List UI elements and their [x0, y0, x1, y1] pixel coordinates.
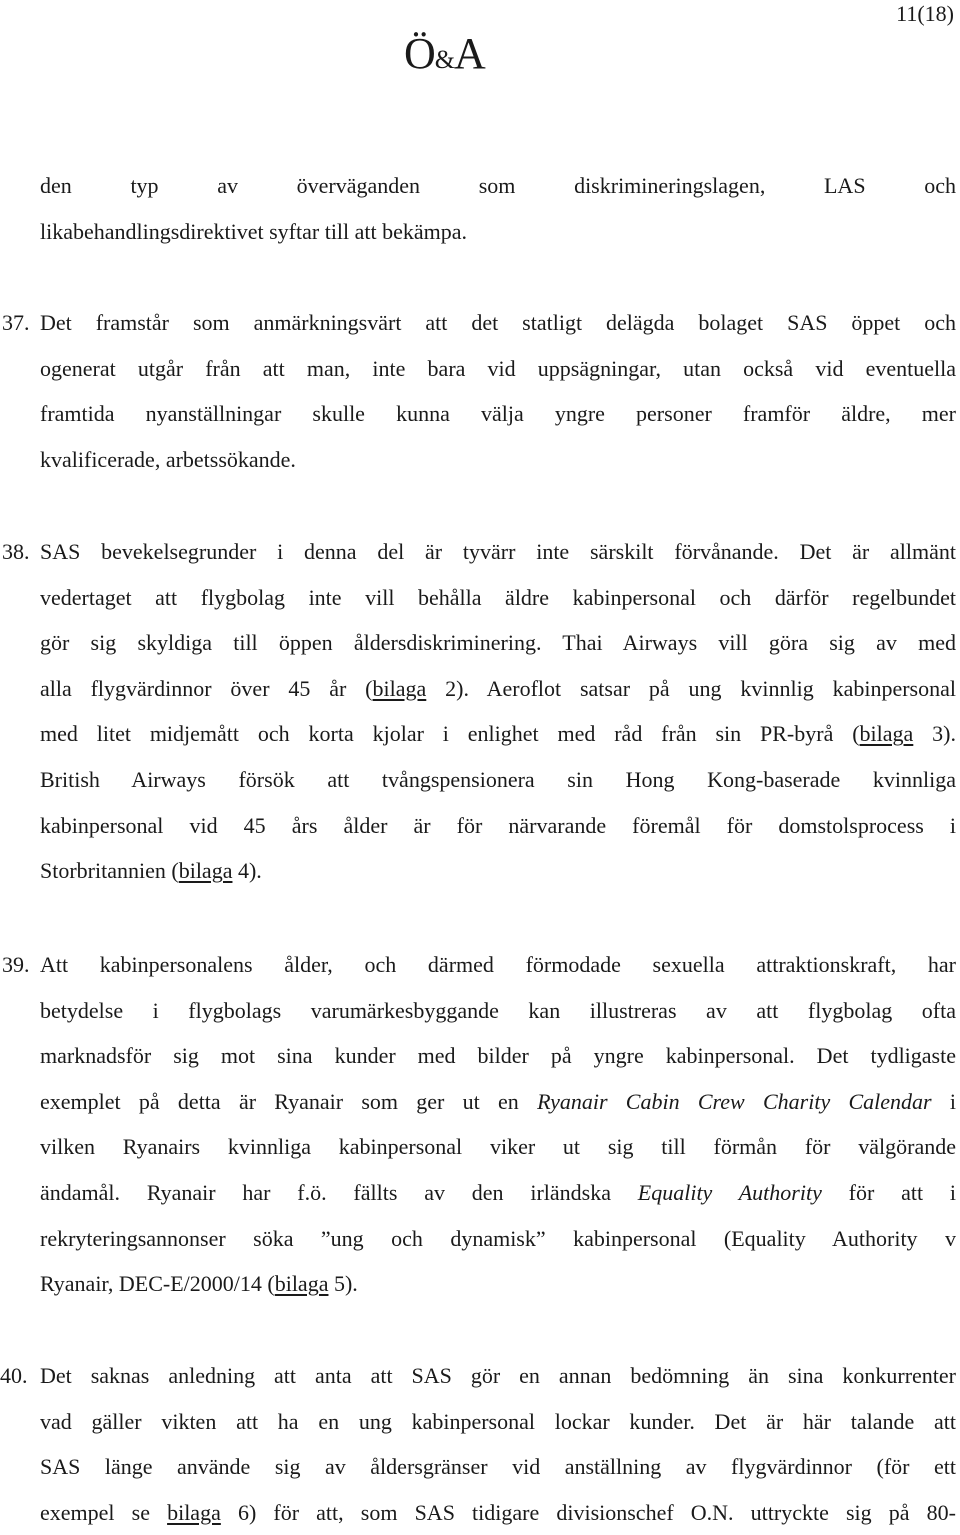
- text-line: British Airways försök att tvångspensionera sin Hong Kong-baserade kvinnliga: [40, 766, 956, 792]
- text-line: Ryanair, DEC-E/2000/14 (bilaga 5).: [40, 1271, 358, 1297]
- italic-title: Ryanair Cabin Crew Charity Calendar: [537, 1088, 932, 1114]
- text-line: SAS länge använde sig av åldersgränser vid anställning av flygvärdinnor (för ett: [40, 1454, 956, 1480]
- text-line: gör sig skyldiga till öppen åldersdiskriminering. Thai Airways vill göra sig av med: [40, 630, 956, 656]
- logo-part-2: A: [454, 29, 485, 78]
- text-line: den typ av överväganden som diskrimineringslagen, LAS och: [40, 173, 956, 198]
- text-line: exemplet på detta är Ryanair som ger ut en Ryanair Cabin Crew Charity Calendar i: [40, 1088, 956, 1114]
- logo: [404, 28, 485, 86]
- text-line: kabinpersonal vid 45 års ålder är för närvarande föremål för domstolsprocess i: [40, 812, 956, 838]
- text-line: likabehandlingsdirektivet syftar till att bekämpa.: [40, 218, 468, 244]
- attachment-link: bilaga: [178, 858, 233, 884]
- attachment-link: bilaga: [859, 721, 914, 747]
- text-line: ogenerat utgår från att man, inte bara vid uppsägningar, utan också vid eventuella: [40, 355, 956, 381]
- text-line: framtida nyanställningar skulle kunna välja yngre personer framför äldre, mer: [40, 401, 956, 427]
- logo-part-1: Ö: [404, 29, 435, 78]
- text-line: med litet midjemått och korta kjolar i enlighet med råd från sin PR-byrå (bilaga 3).: [40, 721, 956, 747]
- text-line: Att kabinpersonalens ålder, och därmed förmodade sexuella attraktionskraft, har: [40, 952, 956, 977]
- text-line: rekryteringsannonser söka ”ung och dynamisk” kabinpersonal (Equality Authority v: [40, 1225, 956, 1251]
- text-line: Det framstår som anmärkningsvärt att det statligt delägda bolaget SAS öppet och: [40, 310, 956, 335]
- text-line: kvalificerade, arbetssökande.: [40, 446, 296, 472]
- text-line: marknadsför sig mot sina kunder med bilder på yngre kabinpersonal. Det tydligaste: [40, 1043, 956, 1069]
- logo-ampersand: &: [434, 45, 455, 74]
- text-line: betydelse i flygbolags varumärkesbyggande kan illustreras av att flygbolag ofta: [40, 997, 956, 1023]
- text-line: Det saknas anledning att anta att SAS gör en annan bedömning än sina konkurrenter: [40, 1363, 956, 1388]
- text-line: SAS bevekelsegrunder i denna del är tyvärr inte särskilt förvånande. Det är allmänt: [40, 539, 956, 564]
- page-number: 11(18): [896, 1, 954, 26]
- paragraph-number: 37.: [2, 310, 30, 335]
- attachment-link: bilaga: [274, 1271, 329, 1297]
- paragraph-intro: [40, 163, 956, 254]
- paragraph-38: [0, 529, 956, 894]
- paragraph-number: 40.: [0, 1363, 28, 1388]
- paragraph-number: 38.: [2, 539, 30, 564]
- attachment-link: bilaga: [167, 1499, 221, 1525]
- text-line: alla flygvärdinnor över 45 år (bilaga 2). Aeroflot satsar på ung kvinnlig kabinpersonal: [40, 675, 957, 701]
- paragraph-40: [0, 1353, 956, 1535]
- text-line: exempel se bilaga 6) för att, som SAS tidigare divisionschef O.N. uttryckte sig på 80-: [40, 1499, 956, 1525]
- text-line: vad gäller vikten att ha en ung kabinpersonal lockar kunder. Det är här talande att: [40, 1408, 956, 1434]
- paragraph-39: [0, 942, 956, 1307]
- text-line: vilken Ryanairs kvinnliga kabinpersonal viker ut sig till förmån för välgörande: [40, 1134, 956, 1160]
- paragraph-37: [0, 300, 956, 482]
- text-line: ändamål. Ryanair har f.ö. fällts av den irländska Equality Authority för att i: [40, 1179, 956, 1205]
- text-line: Storbritannien (bilaga 4).: [40, 858, 262, 884]
- attachment-link: bilaga: [372, 675, 427, 701]
- text-line: vedertaget att flygbolag inte vill behålla äldre kabinpersonal och därför regelbundet: [40, 584, 956, 610]
- italic-title: Equality Authority: [637, 1179, 822, 1205]
- paragraph-number: 39.: [2, 952, 30, 977]
